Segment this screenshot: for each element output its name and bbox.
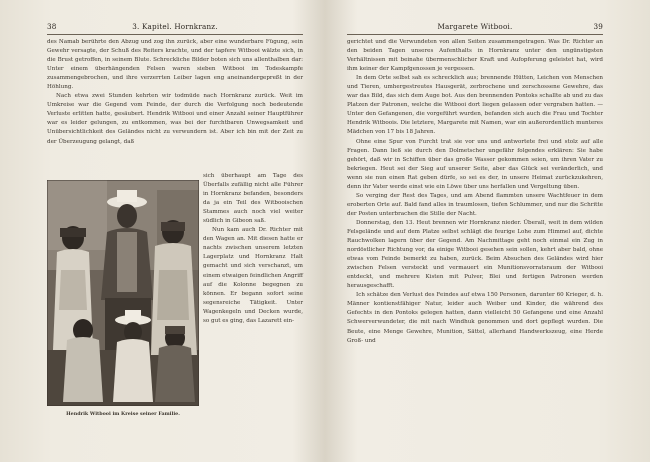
right-page-number: 39	[593, 22, 603, 31]
right-page	[325, 0, 650, 462]
paragraph: Nach etwa zwei Stunden kehrten wir todmüde nach Hornkranz zurück. Weit im Umkreise war die Gegend vom Feinde, der durch die Verfolgung noch bedeutende Verluste erlitten hatte, gesäubert. Hendrik Witbooi und einer Anzahl seiner Hauptführer war es leider gelungen, zu entkommen, was bei der furchtbaren Unwegsamkeit und Unübersichtlichkeit des Geländes nicht zu verwundern ist. Aber ich bin mit der Zeit zu der Überzeugung gelangt, daß	[47, 93, 303, 145]
paragraph: sich überhaupt am Tage des Überfalls zufällig nicht alle Führer in Hornkranz befanden, besonders da ja ein Teil des Witbooischen Stammes auch noch viel weiter südlich in Gibeon saß.	[203, 173, 303, 225]
left-body-text	[47, 38, 303, 147]
right-running-title: Margarete Witbooi.	[437, 22, 513, 31]
family-photograph	[47, 180, 199, 406]
wrapped-text-column	[203, 172, 303, 326]
paragraph: Nun kam auch Dr. Richter mit den Wagen an. Mit diesen hatte er nachts zwischen unserem letzten Lagerplatz und Hornkranz Halt gemacht und sich verschanzt, um einem etwaigen feindlichen Angriff auf die Kolonne begegnen zu können. Er begann sofort seine segensreiche Tätigkeit. Unter Wagenkegeln und Decken wurde, so gut es ging, das Lazarett ein-	[203, 227, 303, 324]
right-running-header	[347, 22, 603, 35]
left-page-number: 38	[47, 22, 57, 31]
paragraph: Donnerstag, den 13. Heut brennen wir Hornkranz nieder. Überall, weit in dem wilden Felsgelände und auf dem Platze selbst schlägt die feurige Lohe zum Himmel auf, dichte Rauchwolken lagern über der Gegend. Am Nachmittage geht noch einmal ein Zug in nordöstlicher Richtung vor, da einige Witbooi gesehen sein sollen, kehrt aber bald, ohne etwas vom Feinde bemerkt zu haben, zurück. Beim Absuchen des Geländes wird hier zwischen Felsen versteckt und vermauert ein Munitionsvorratsraum der Witbooi entdeckt, und mehrere Kisten mit Pulver, Blei und fertigen Patronen werden herausgeschafft.	[347, 219, 603, 290]
paragraph: In dem Orte selbst sah es schrecklich aus; brennende Hütten, Leichen von Menschen und Tieren, umhergestreutes Hausgerät, zerbrochene und zerschossene Gewehre, das war das Bild, das sich dem Auge bot. Aus den brennenden Pontoks schallte ab und zu das Platzen der Patronen, welche die Witbooi dort liegen gelassen oder vergraben hatten. — Unter den Gefangenen, die vorgeführt wurden, befanden sich auch die Frau und Tochter Hendrik Witboois. Die letztere, Margarete mit Namen, war ein außerordentlich munteres Mädchen von 17 bis 18 Jahren.	[347, 75, 603, 136]
paragraph: gerichtet und die Verwundeten von allen Seiten zusammengetragen. Was Dr. Richter an den beiden Tagen unseres Aufenthalts in Hornkranz unter den ungünstigsten Verhältnissen mit beinahe übermenschlicher Kraft und Aufopferung geleistet hat, wird ihm keiner der Kampfgenossen je vergessen.	[347, 39, 603, 73]
paragraph: Ich schätze den Verlust des Feindes auf etwa 150 Personen, darunter 60 Krieger, d. h. Männer kontienstfähiger Natur, leider auch Weiber und Kinder, die während des Gefechts in den Pontoks gelegen hatten, dann vielleicht 50 Gefangene und eine Anzahl Schwerverwundeter, die mit nach Windhuk genommen und dort gepflegt wurden. Die Beute, eine Menge Gewehre, Munition, Sättel, allerhand Handwerkszeug, eine Herde Groß- und	[347, 292, 603, 344]
left-running-title: 3. Kapitel. Hornkranz.	[132, 22, 218, 31]
right-body-text	[347, 38, 603, 346]
left-running-header	[47, 22, 303, 35]
paragraph: des Namab berührte den Abzug und zog ihn zurück, aber eine wunderbare Fügung, sein Gewehr versagte, der Schuß des Reiters krachte, und der tapfere Witbooi wälzte sich, in die Brust getroffen, in seinem Blute. Schreckliche Bilder boten sich uns allenthalben dar: Unter einem überhängenden Felsen waren sieben Witbooi im Todeskampfe zusammengebrochen, und ihre verzerrten Leiber lagen eng aneinandergepreßt in der Höhlung.	[47, 39, 303, 91]
paragraph: So verging der Rest des Tages, und am Abend flammten unsere Wachtfeuer in dem eroberten Orte auf. Bald fand alles in traumlosen, tiefen Schlummer, und nur die Schritte der Posten unterbrachen die Stille der Nacht.	[347, 192, 603, 217]
paragraph: Ohne eine Spur von Furcht trat sie vor uns und antwortete frei und stolz auf alle Fragen. Dann ließ sie durch den Dolmetscher ungefähr folgendes erklären: Sie habe gehört, daß wir in Schiffen über das große Wasser gekommen seien, um ihren Vater zu bekriegen. Heut sei der Sieg auf unserer Seite, aber das Glück sei veränderlich, und wenn sie nun einen Rat geben dürfe, so sei es der, in unsere Heimat zurückzukehren, denn ihr Vater werde einst wie ein Löwe über uns herfallen und Vergeltung üben.	[347, 138, 603, 190]
photo-caption: Hendrik Witbooi im Kreise seiner Familie.	[66, 411, 180, 417]
photo-illustration	[47, 180, 199, 406]
